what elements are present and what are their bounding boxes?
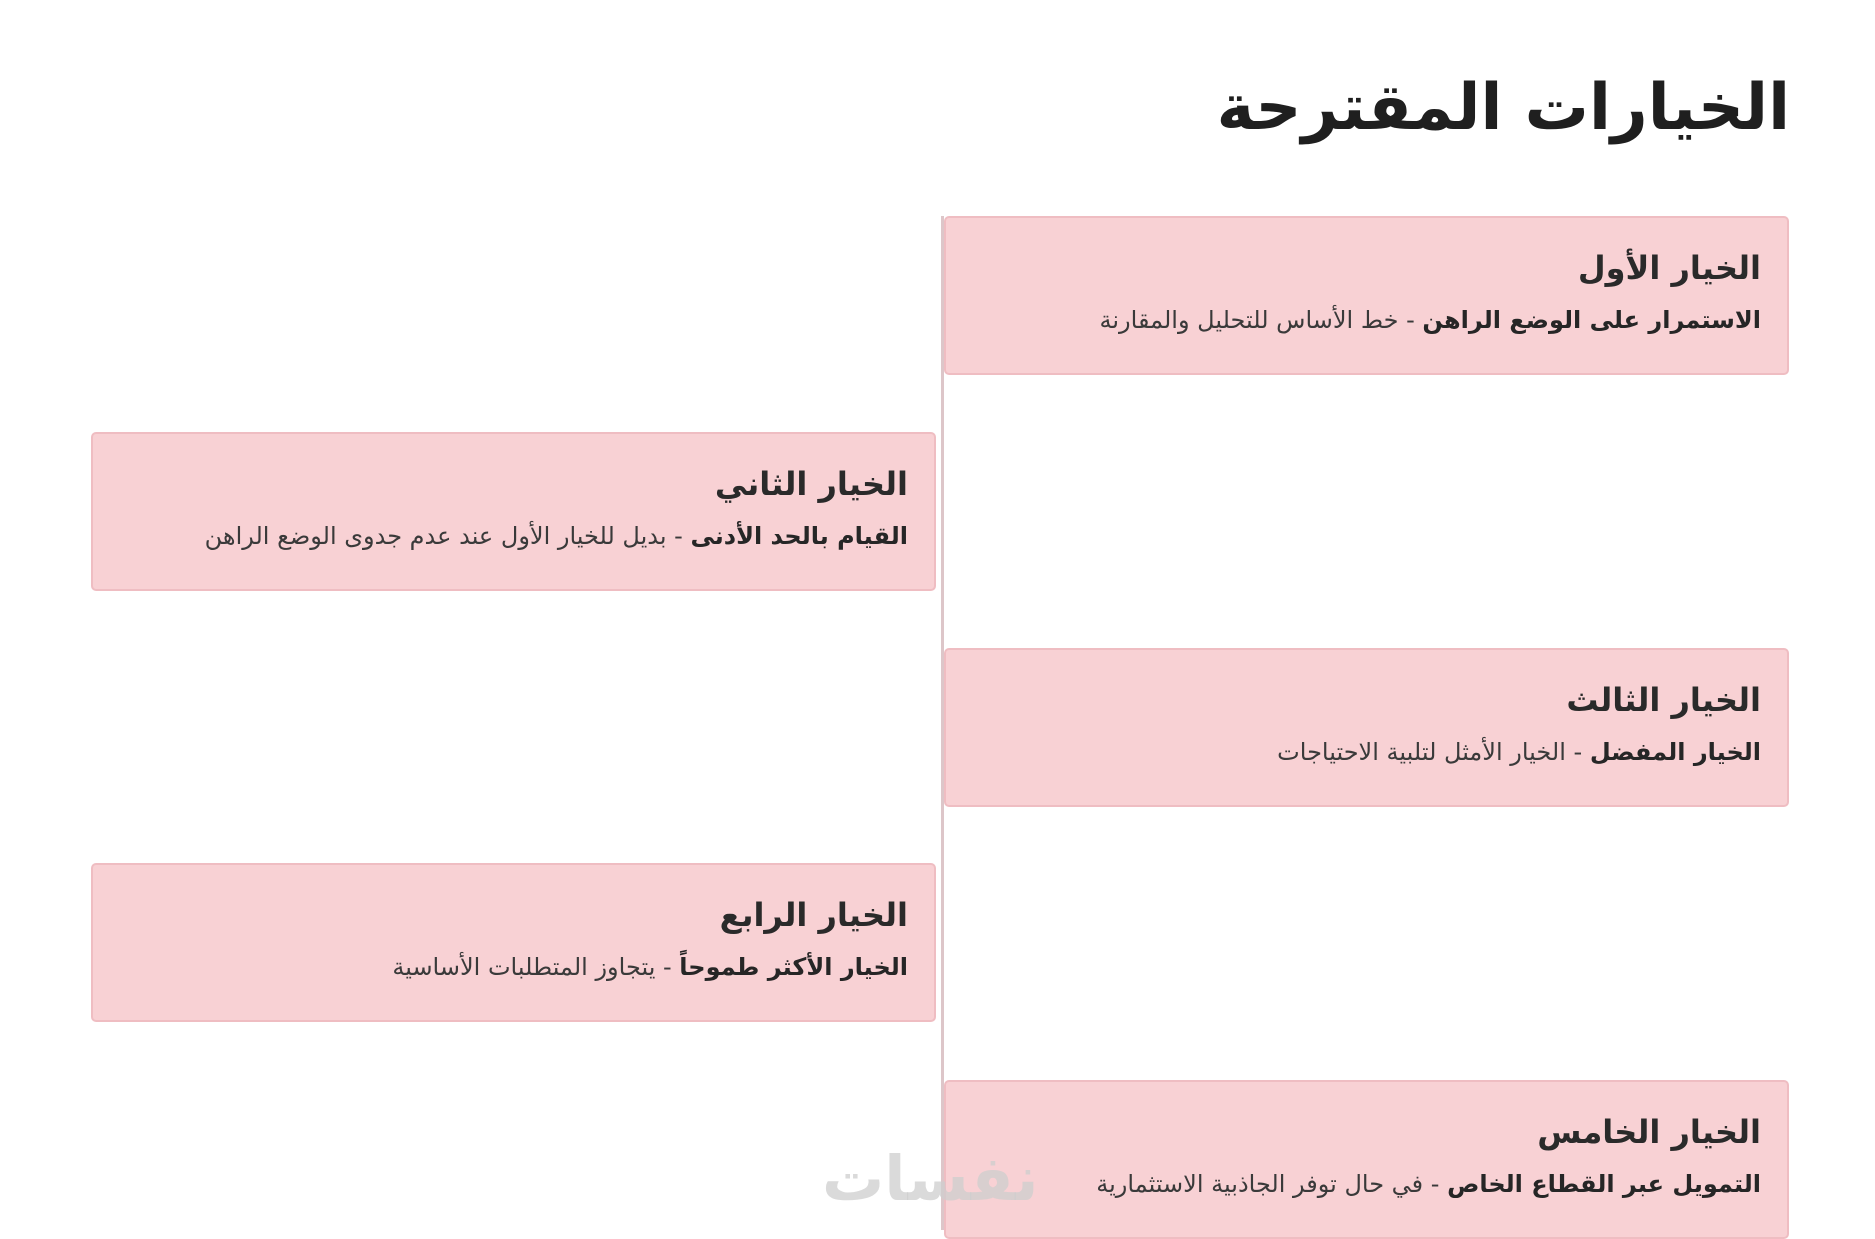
option-lead: الخيار المفضل (1589, 737, 1761, 766)
option-lead: الخيار الأكثر طموحاً (679, 952, 908, 981)
option-description (972, 1168, 1761, 1200)
option-detail: في حال توفر الجاذبية الاستثمارية (1096, 1169, 1424, 1198)
option-lead: الاستمرار على الوضع الراهن (1422, 305, 1761, 334)
option-title: الخيار الخامس (1537, 1113, 1761, 1151)
page-title: الخيارات المقترحة (1216, 71, 1790, 145)
option-card-2 (91, 432, 936, 591)
option-title: الخيار الثالث (1566, 681, 1761, 719)
option-title: الخيار الأول (1577, 249, 1761, 287)
option-card-4 (91, 863, 936, 1022)
option-detail: خط الأساس للتحليل والمقارنة (1099, 305, 1399, 334)
option-separator: - (1565, 737, 1590, 766)
watermark-logo: نفسات (822, 1142, 1039, 1215)
option-card-1 (944, 216, 1789, 375)
option-description (119, 520, 908, 552)
option-separator: - (1423, 1169, 1448, 1198)
option-title: الخيار الثاني (714, 465, 908, 503)
option-detail: الخيار الأمثل لتلبية الاحتياجات (1277, 737, 1566, 766)
option-separator: - (1398, 305, 1423, 334)
option-card-3 (944, 648, 1789, 807)
option-detail: بديل للخيار الأول عند عدم جدوى الوضع الراهن (204, 521, 667, 550)
option-description (972, 736, 1761, 768)
option-separator: - (655, 952, 680, 981)
option-lead: التمويل عبر القطاع الخاص (1447, 1169, 1761, 1198)
option-lead: القيام بالحد الأدنى (690, 521, 908, 550)
option-description (119, 951, 908, 983)
option-title: الخيار الرابع (719, 896, 908, 934)
option-detail: يتجاوز المتطلبات الأساسية (392, 952, 656, 981)
option-card-5 (944, 1080, 1789, 1239)
option-description (972, 304, 1761, 336)
option-separator: - (666, 521, 691, 550)
